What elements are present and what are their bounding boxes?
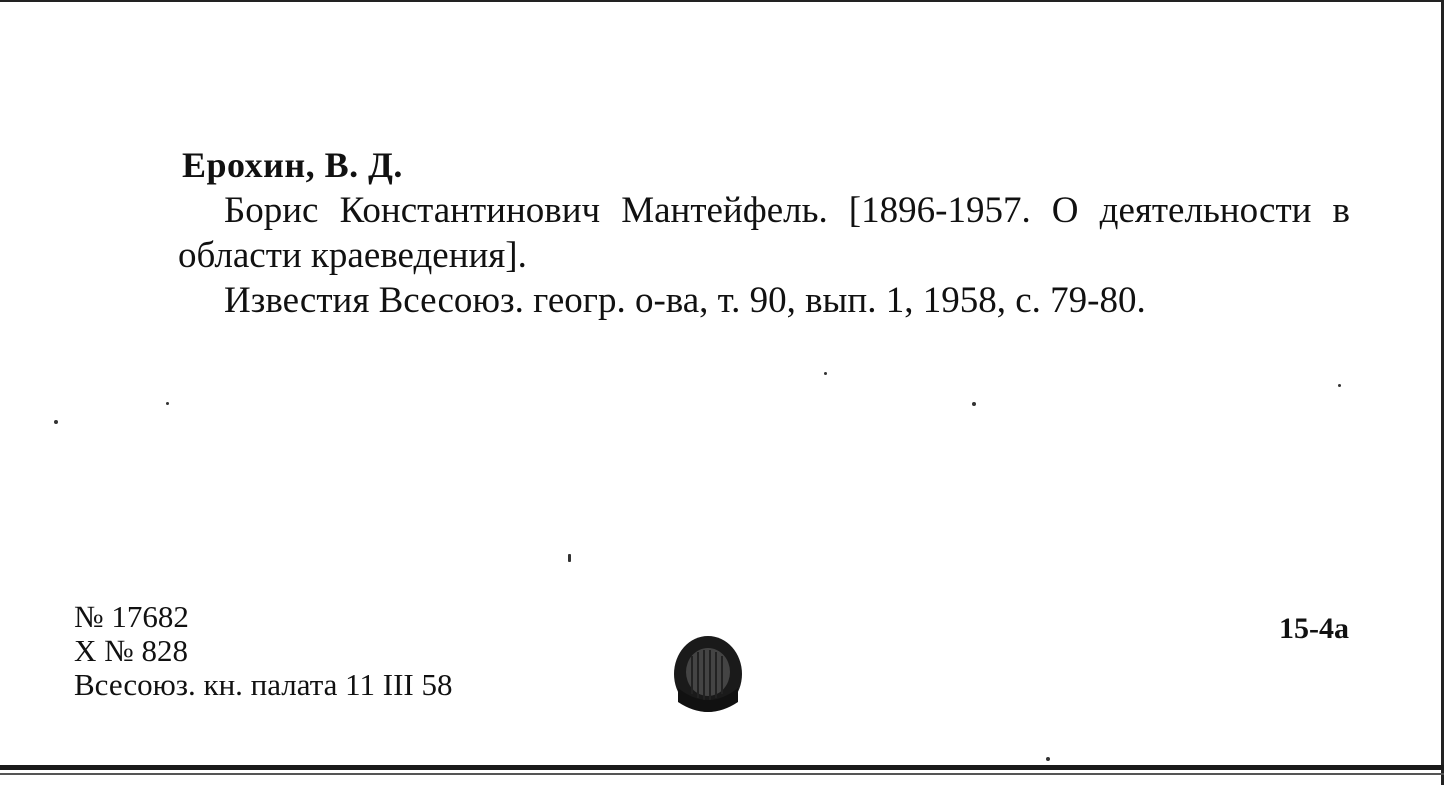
ink-stamp-icon bbox=[668, 632, 748, 716]
author-heading: Ерохин, В. Д. bbox=[182, 145, 403, 185]
print-speck bbox=[568, 554, 571, 562]
card-footer-info bbox=[74, 600, 452, 702]
print-speck bbox=[824, 372, 827, 375]
classification-code: 15-4а bbox=[1279, 612, 1349, 645]
print-speck bbox=[1046, 757, 1050, 761]
card-number: № 17682 bbox=[74, 599, 189, 634]
publisher-stamp-text: Всесоюз. кн. палата 11 III 58 bbox=[74, 667, 453, 702]
print-speck bbox=[972, 402, 976, 406]
x-number: Х № 828 bbox=[74, 633, 188, 668]
card-bottom-edge bbox=[0, 765, 1444, 770]
print-speck bbox=[1338, 384, 1341, 387]
bibliographic-entry bbox=[178, 188, 1350, 323]
entry-source: Известия Всесоюз. геогр. о-ва, т. 90, вып. 1, 1958, с. 79-80. bbox=[224, 280, 1146, 321]
entry-title: Борис Константинович Мантейфель. [1896-1957. О деятельности в области краеведения]. bbox=[178, 190, 1350, 276]
print-speck bbox=[54, 420, 58, 424]
card-bottom-edge-shadow bbox=[0, 773, 1444, 775]
print-speck bbox=[166, 402, 169, 405]
